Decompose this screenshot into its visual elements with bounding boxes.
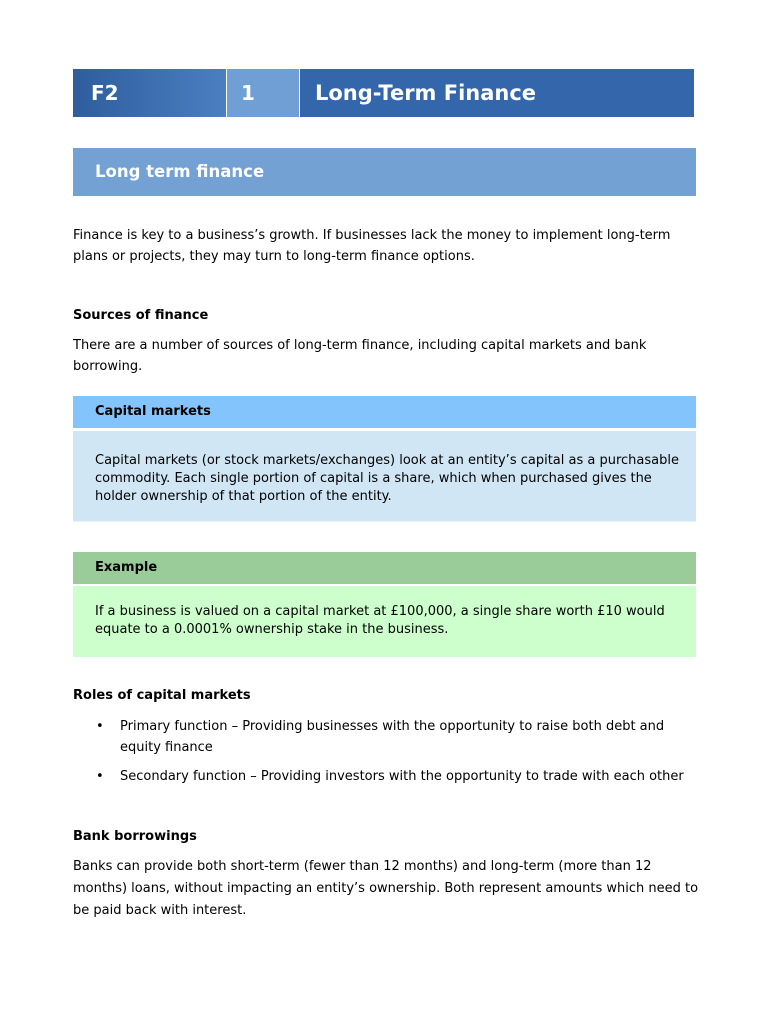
capital-markets-box-header [73, 396, 696, 428]
capital-markets-box-body [73, 430, 696, 522]
chapter-number: 1 [241, 81, 255, 105]
list-item [96, 716, 696, 758]
intro-paragraph: Finance is key to a business’s growth. If businesses lack the money to implement long-term plans or projects, they may turn to long-term finance options. [73, 228, 671, 264]
list-item-text: Secondary function – Providing investors with the opportunity to trade with each other [120, 769, 684, 784]
example-box-body [73, 586, 696, 657]
chapter-number-cell [227, 69, 299, 117]
bank-heading: Bank borrowings [73, 829, 197, 844]
capital-markets-box-title: Capital markets [95, 404, 211, 419]
bullet-icon: • [96, 719, 104, 734]
bullet-icon: • [96, 769, 104, 784]
capital-markets-box-text: Capital markets (or stock markets/exchanges) look at an entity’s capital as a purchasable commodity. Each single portion of capital is a share, which when purchased gives the holder ownership of that portion of the entity. [95, 453, 679, 504]
section-title-bar [73, 148, 696, 196]
example-box-header [73, 552, 696, 584]
sources-heading: Sources of finance [73, 308, 209, 323]
section-title: Long term finance [95, 162, 265, 181]
module-code: F2 [91, 81, 119, 105]
chapter-title-cell [300, 69, 694, 117]
module-code-cell [73, 69, 226, 117]
example-box-text: If a business is valued on a capital market at £100,000, a single share worth £10 would equate to a 0.0001% ownership stake in the business. [95, 604, 665, 637]
roles-heading: Roles of capital markets [73, 688, 251, 703]
list-item-text: Primary function – Providing businesses with the opportunity to raise both debt and equity finance [120, 719, 665, 755]
bank-paragraph: Banks can provide both short-term (fewer than 12 months) and long-term (more than 12 months) loans, without impacting an entity’s ownership. Both represent amounts which need to be paid back with interest. [73, 859, 699, 918]
sources-paragraph: There are a number of sources of long-term finance, including capital markets and bank borrowing. [73, 338, 647, 374]
list-item [96, 766, 696, 787]
example-box-title: Example [95, 560, 158, 575]
chapter-title: Long-Term Finance [315, 81, 537, 105]
